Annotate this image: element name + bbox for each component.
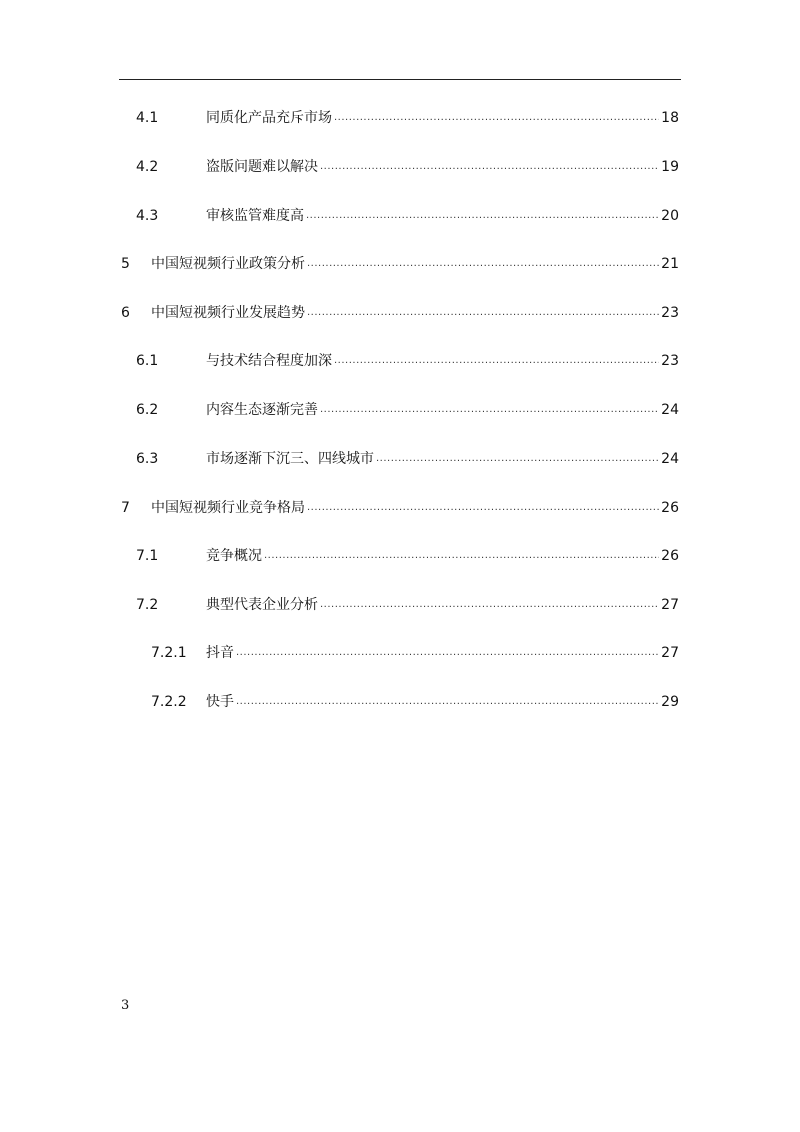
- toc-entry-title: 盗版问题难以解决: [206, 159, 318, 175]
- toc-entry-number: 6.1: [136, 353, 159, 369]
- toc-entry-page: 24: [661, 402, 679, 418]
- dot-leader: [236, 692, 659, 712]
- toc-entry[interactable]: [0, 400, 800, 420]
- dot-leader: [334, 108, 659, 128]
- toc-entry[interactable]: [0, 351, 800, 371]
- toc-entry[interactable]: [0, 546, 800, 566]
- toc-entry-title: 抖音: [206, 645, 234, 661]
- toc-entry-title: 中国短视频行业竞争格局: [151, 500, 305, 516]
- toc-entry-title: 典型代表企业分析: [206, 597, 318, 613]
- page-number: 3: [121, 998, 130, 1013]
- dot-leader: [334, 351, 659, 371]
- toc-entry-page: 26: [661, 548, 679, 564]
- header-rule: [119, 79, 681, 80]
- toc-entry-line: [151, 498, 679, 518]
- dot-leader: [307, 254, 659, 274]
- toc-entry-page: 27: [661, 645, 679, 661]
- dot-leader: [264, 546, 659, 566]
- toc-entry-number: 7: [121, 500, 130, 516]
- toc-entry-line: [206, 692, 679, 712]
- toc-entry-title: 快手: [206, 694, 234, 710]
- toc-entry-title: 中国短视频行业政策分析: [151, 256, 305, 272]
- toc-entry-page: 21: [661, 256, 679, 272]
- toc-entry-page: 23: [661, 305, 679, 321]
- toc-entry-title: 中国短视频行业发展趋势: [151, 305, 305, 321]
- toc-entry-line: [206, 595, 679, 615]
- dot-leader: [376, 449, 659, 469]
- toc-entry-number: 7.1: [136, 548, 159, 564]
- toc-entry-page: 27: [661, 597, 679, 613]
- toc-entry-line: [206, 546, 679, 566]
- dot-leader: [320, 595, 659, 615]
- toc-entry-title: 同质化产品充斥市场: [206, 110, 332, 126]
- toc-entry[interactable]: [0, 157, 800, 177]
- toc-entry-title: 市场逐渐下沉三、四线城市: [206, 451, 374, 467]
- toc-entry-number: 5: [121, 256, 130, 272]
- toc-entry-line: [206, 643, 679, 663]
- toc-entry-line: [206, 449, 679, 469]
- toc-entry-page: 24: [661, 451, 679, 467]
- toc-entry-number: 6.3: [136, 451, 159, 467]
- toc-entry-page: 20: [661, 208, 679, 224]
- toc-entry-title: 竞争概况: [206, 548, 262, 564]
- toc-entry-line: [151, 254, 679, 274]
- toc-entry-number: 7.2.2: [151, 694, 187, 710]
- dot-leader: [307, 303, 659, 323]
- toc-entry[interactable]: [0, 108, 800, 128]
- toc-entry-line: [206, 400, 679, 420]
- dot-leader: [236, 643, 659, 663]
- toc-entry-line: [206, 351, 679, 371]
- toc-entry[interactable]: [0, 206, 800, 226]
- toc-entry-number: 7.2.1: [151, 645, 187, 661]
- toc-entry[interactable]: [0, 692, 800, 712]
- toc-entry-number: 7.2: [136, 597, 159, 613]
- toc-entry-page: 18: [661, 110, 679, 126]
- toc-entry-number: 4.2: [136, 159, 159, 175]
- dot-leader: [307, 498, 659, 518]
- dot-leader: [306, 206, 659, 226]
- toc-entry-number: 6.2: [136, 402, 159, 418]
- toc-entry[interactable]: [0, 498, 800, 518]
- dot-leader: [320, 400, 659, 420]
- dot-leader: [320, 157, 659, 177]
- toc-entry-number: 6: [121, 305, 130, 321]
- toc-entry-page: 23: [661, 353, 679, 369]
- toc-entry-title: 审核监管难度高: [206, 208, 304, 224]
- toc-entry[interactable]: [0, 254, 800, 274]
- toc-entry-page: 26: [661, 500, 679, 516]
- toc-entry-title: 内容生态逐渐完善: [206, 402, 318, 418]
- toc-entry-number: 4.1: [136, 110, 159, 126]
- toc-entry[interactable]: [0, 449, 800, 469]
- toc-entry-page: 19: [661, 159, 679, 175]
- toc-entry-line: [206, 108, 679, 128]
- toc-entry-title: 与技术结合程度加深: [206, 353, 332, 369]
- toc-entry-line: [151, 303, 679, 323]
- toc-entry-number: 4.3: [136, 208, 159, 224]
- toc-entry-line: [206, 157, 679, 177]
- toc-entry[interactable]: [0, 303, 800, 323]
- toc-entry-line: [206, 206, 679, 226]
- toc-entry[interactable]: [0, 595, 800, 615]
- toc-entry-page: 29: [661, 694, 679, 710]
- toc-entry[interactable]: [0, 643, 800, 663]
